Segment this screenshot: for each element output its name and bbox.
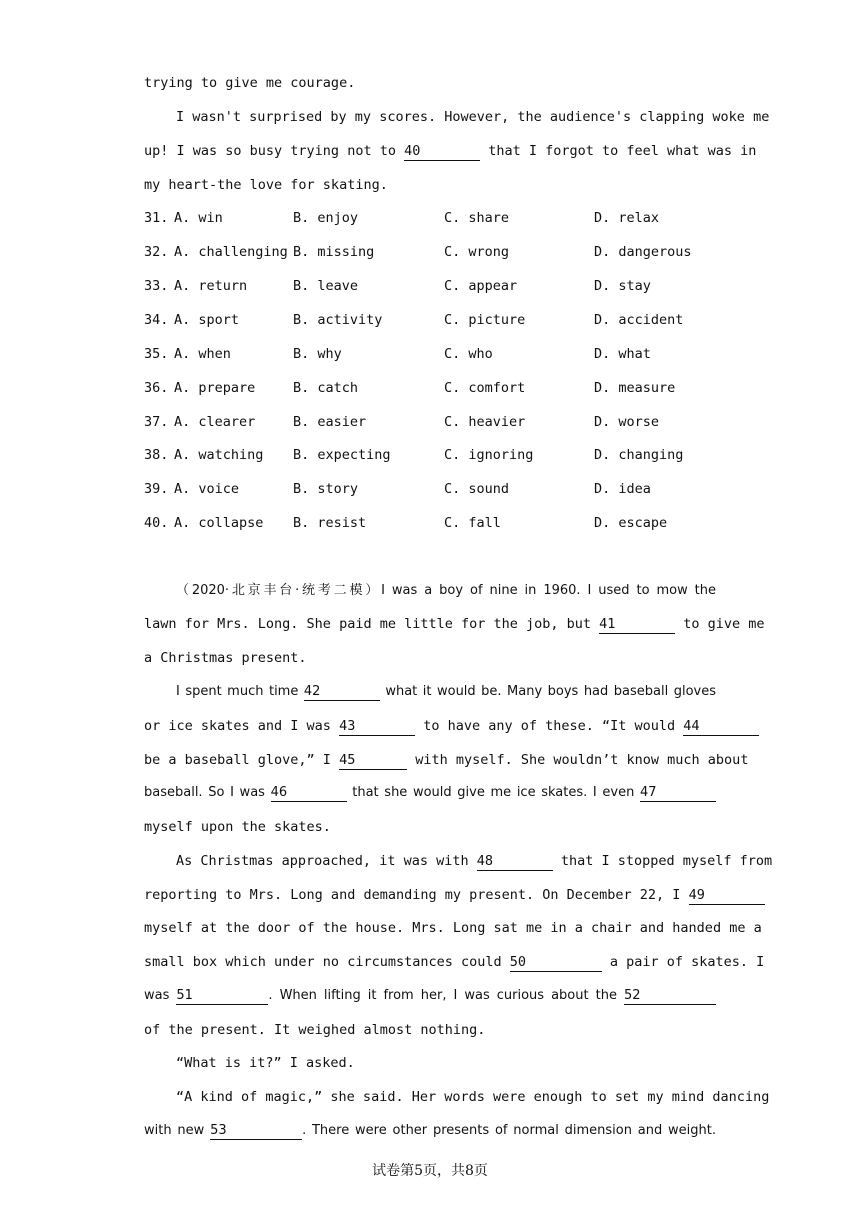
text-fragment: small box which under no circumstances could [144,954,510,970]
question-36-options [144,378,716,398]
passage-line [144,952,765,972]
option-a: A. prepare [174,380,256,396]
text-fragment: that I stopped myself from [552,853,773,869]
text-fragment: or ice skates and I was [144,718,340,734]
option-b: B. story [293,481,359,497]
page-footer: 试卷第5页，共8页 [372,1163,488,1179]
option-b: B. easier [293,414,367,430]
passage-line [144,141,757,161]
option-d: D. measure [594,380,676,396]
passage-line [144,986,716,1006]
option-a: A. win [174,210,223,226]
passage-line [144,1121,716,1141]
passage-line [176,851,773,871]
passage-line [144,783,716,803]
question-number: 33. [144,278,169,294]
question-39-options [144,479,716,499]
text-fragment: As Christmas approached, it was with [176,853,477,869]
question-number: 40. [144,515,169,531]
option-c: C. heavier [444,414,526,430]
passage-line: “What is it?” I asked. [176,1055,355,1071]
passage-line: trying to give me courage. [144,75,356,91]
question-number: 39. [144,481,169,497]
text-fragment: lawn for Mrs. Long. She paid me little for the job, but [144,616,600,632]
option-b: B. enjoy [293,210,359,226]
blank-52: 52 [624,987,716,1005]
option-d: D. stay [594,278,651,294]
blank-43: 43 [339,718,415,736]
option-c: C. sound [444,481,510,497]
blank-53: 53 [210,1122,302,1140]
text-fragment: reporting to Mrs. Long and demanding my present. On December 22, I [144,887,689,903]
passage-line [176,682,716,702]
option-a: A. challenging [174,244,288,260]
option-a: A. clearer [174,414,256,430]
option-c: C. wrong [444,244,510,260]
option-c: C. share [444,210,510,226]
question-38-options [144,445,716,465]
option-b: B. expecting [293,447,391,463]
question-number: 34. [144,312,169,328]
question-number: 31. [144,210,169,226]
blank-42: 42 [304,683,380,701]
option-a: A. watching [174,447,264,463]
passage-line [144,750,749,770]
option-c: C. picture [444,312,526,328]
text-fragment: with myself. She wouldn’t know much about [407,752,749,768]
blank-48: 48 [477,853,553,871]
text-fragment: be a baseball glove,” I [144,752,340,768]
option-d: D. idea [594,481,651,497]
question-number: 36. [144,380,169,396]
passage-line [144,885,716,905]
option-d: D. relax [594,210,660,226]
option-c: C. comfort [444,380,526,396]
question-33-options [144,276,716,296]
question-34-options [144,310,716,330]
blank-51: 51 [176,987,268,1005]
option-d: D. changing [594,447,684,463]
question-number: 32. [144,244,169,260]
option-b: B. activity [293,312,383,328]
option-d: D. escape [594,515,668,531]
text-fragment: to give me [675,616,765,632]
blank-49: 49 [689,887,765,905]
option-c: C. ignoring [444,447,534,463]
text-fragment: to have any of these. “It would [415,718,684,734]
blank-50: 50 [510,954,602,972]
passage-line: my heart-the love for skating. [144,177,388,193]
option-d: D. worse [594,414,660,430]
option-a: A. collapse [174,515,264,531]
option-d: D. what [594,346,651,362]
option-a: A. sport [174,312,240,328]
text-fragment: up! I was so busy trying not to [144,143,405,159]
passage-line: I wasn't surprised by my scores. However, the audience's clapping woke me [176,109,770,125]
option-c: C. fall [444,515,501,531]
text-fragment: with new [144,1123,211,1138]
question-number: 37. [144,414,169,430]
text-fragment: . There were other presents of normal dimension and weight. [302,1123,716,1138]
text-fragment: I spent much time [176,684,304,699]
passage-line: myself upon the skates. [144,819,331,835]
option-b: B. resist [293,515,367,531]
passage-line [144,716,716,736]
text-fragment: that I forgot to feel what was in [480,143,757,159]
text-fragment: a pair of skates. I [601,954,765,970]
option-d: D. dangerous [594,244,692,260]
blank-46: 46 [271,784,347,802]
passage-line: “A kind of magic,” she said. Her words were enough to set my mind dancing [176,1089,770,1105]
text-fragment: I was a boy of nine in 1960. I used to mow the [381,583,716,598]
blank-41: 41 [599,616,675,634]
question-31-options [144,208,716,228]
option-c: C. appear [444,278,518,294]
source-label: （2020·北京丰台·统考二模） [176,583,382,598]
question-37-options [144,412,716,432]
option-a: A. voice [174,481,240,497]
text-fragment: . When lifting it from her, I was curious about the [268,988,624,1003]
question-35-options [144,344,716,364]
option-a: A. return [174,278,248,294]
blank-45: 45 [339,752,407,770]
option-b: B. missing [293,244,375,260]
option-b: B. catch [293,380,359,396]
option-d: D. accident [594,312,684,328]
question-40-options [144,513,716,533]
text-fragment: that she would give me ice skates. I even [346,785,640,800]
text-fragment: what it would be. Many boys had baseball gloves [379,684,716,699]
passage-line [176,581,716,601]
passage-line: of the present. It weighed almost nothing. [144,1022,486,1038]
option-c: C. who [444,346,493,362]
text-fragment: was [144,988,177,1003]
text-fragment: baseball. So I was [144,785,271,800]
option-b: B. why [293,346,342,362]
option-b: B. leave [293,278,359,294]
blank-40: 40 [404,143,480,161]
question-number: 38. [144,447,169,463]
passage-line: myself at the door of the house. Mrs. Long sat me in a chair and handed me a [144,920,762,936]
blank-44: 44 [683,718,759,736]
blank-47: 47 [640,784,716,802]
passage-line [144,614,765,634]
passage-line: a Christmas present. [144,650,307,666]
question-number: 35. [144,346,169,362]
option-a: A. when [174,346,231,362]
question-32-options [144,242,716,262]
